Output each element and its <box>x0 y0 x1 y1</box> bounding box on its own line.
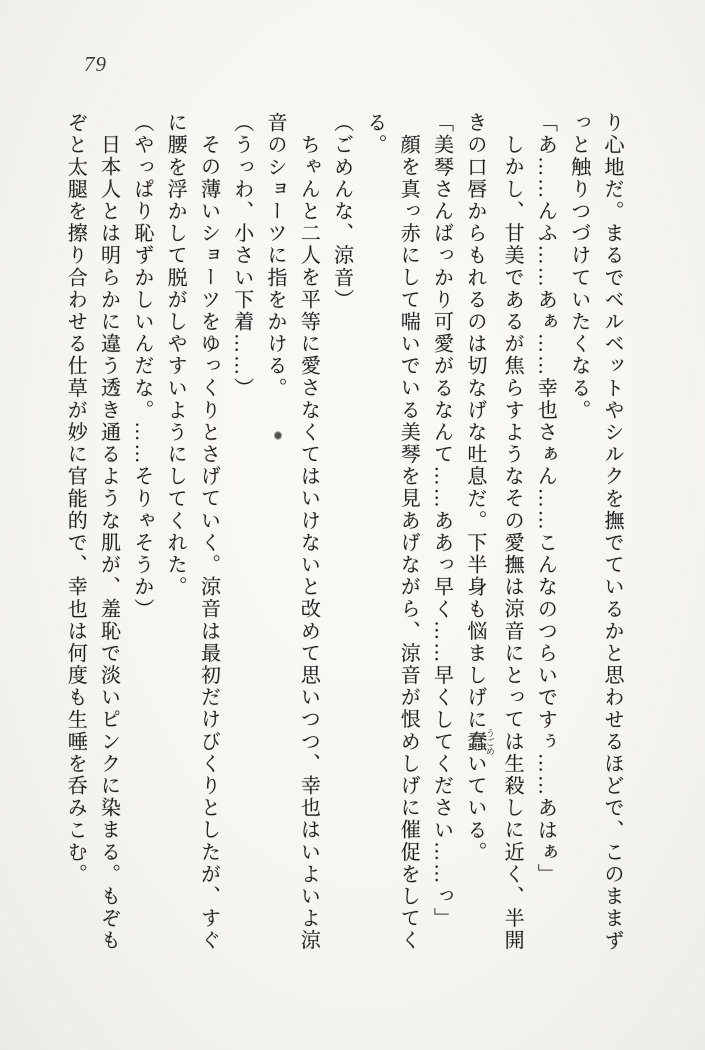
text-line: （やっぱり恥ずかしいんだな。……そりゃそうか） <box>130 112 153 621</box>
text-line: 顔を真っ赤にして喘いでいる美琴を見あげながら、涼音が恨めしげに催促をしてく <box>397 134 420 952</box>
vertical-text-block <box>62 112 628 1032</box>
text-line: る。 <box>363 112 386 157</box>
text-line: （ごめんな、涼音） <box>330 112 353 311</box>
text-line: きの口唇からもれるのは切なげな吐息だ。下半身も悩ましげに蠢 うごめいている。 <box>463 112 495 864</box>
text-line: 「美琴さんばっかり可愛がるなんて……ああっ早く……早くしてください……っ」 <box>430 112 453 930</box>
text-line: （うっわ、小さい下着……） <box>230 112 253 400</box>
text-line: 「あ……んふ……あぁ……幸也さぁん……こんなのつらいですぅ……あはぁ」 <box>534 112 557 886</box>
text-line: り心地だ。まるでベルベットやシルクを撫でているかと思わせるほどで、このままず <box>601 112 623 952</box>
text-line: 音のショーツに指をかける。 <box>264 112 287 400</box>
page-number: 79 <box>84 52 107 76</box>
text-line: 日本人とは明らかに違う透き通るような肌が、羞恥で淡いピンクに染まる。もぞも <box>97 134 120 952</box>
ink-speck <box>274 431 282 440</box>
furigana-text: うごめ <box>484 728 495 756</box>
text-line: っと触りつづけていたくなる。 <box>567 112 590 422</box>
text-line: その薄いショーツをゆっくりとさげていく。涼音は最初だけびくりとしたが、すぐ <box>197 134 220 952</box>
text-line: に腰を浮かして脱がしやすいようにしてくれた。 <box>164 112 187 599</box>
text-line: ちゃんと二人を平等に愛さなくてはいけないと改めて思いつつ、幸也はいよいよ涼 <box>297 134 320 952</box>
text-line: ぞと太腿を擦り合わせる仕草が妙に官能的で、幸也は何度も生唾を呑みこむ。 <box>64 112 87 886</box>
text-line: しかし、甘美であるが焦らすようなその愛撫は涼音にとっては生殺しに近く、半開 <box>501 134 524 952</box>
furigana-ruby: 蠢 うごめ <box>463 728 495 756</box>
